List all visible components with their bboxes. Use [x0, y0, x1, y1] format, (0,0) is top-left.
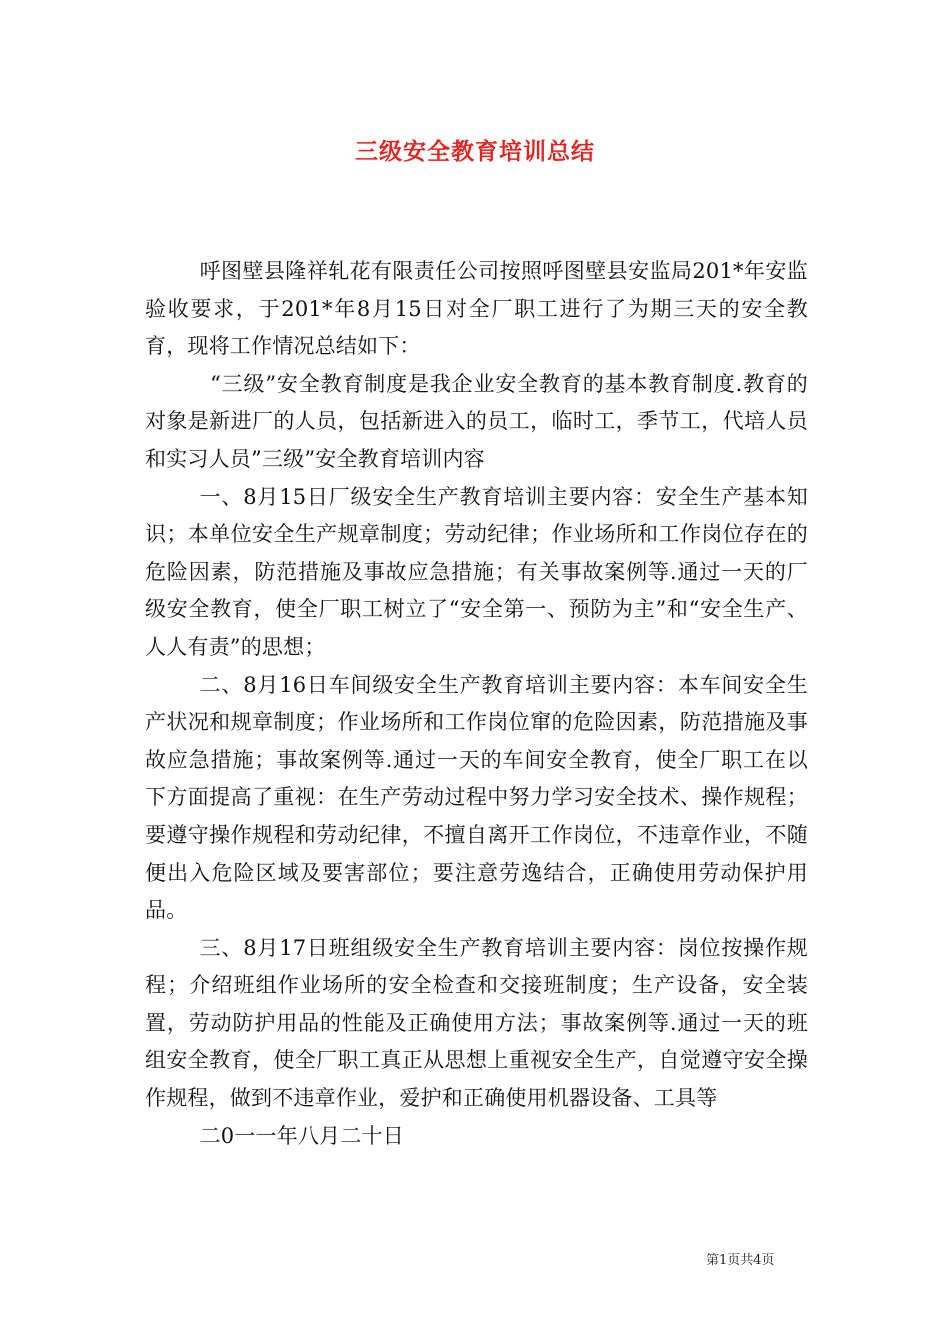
paragraph-workshop-level: 二、8月16日车间级安全生产教育培训主要内容：本车间安全生产状况和规章制度；作业场所和工作岗位窜的危险因素，防范措施及事故应急措施；事故案例等.通过一天的车间安全教育，使全厂职工在以下方面提高了重视：在生产劳动过程中努力学习安全技术、操作规程；要遵守操作规程和劳动纪律，不擅自离开工作岗位，不违章作业，不随便出入危险区域及要害部位；要注意劳逸结合，正确使用劳动保护用品。 [145, 672, 808, 923]
paragraph-three-level-system: “三级”安全教育制度是我企业安全教育的基本教育制度.教育的对象是新进厂的人员，包括新进入的员工，临时工，季节工，代培人员和实习人员”三级”安全教育培训内容 [145, 371, 808, 471]
paragraph-intro: 呼图壁县隆祥轧花有限责任公司按照呼图壁县安监局201*年安监验收要求，于201*年8月15日对全厂职工进行了为期三天的安全教育，现将工作情况总结如下： [145, 259, 808, 359]
paragraph-team-level: 三、8月17日班组级安全生产教育培训主要内容：岗位按操作规程；介绍班组作业场所的安全检查和交接班制度；生产设备，安全装置，劳动防护用品的性能及正确使用方法；事故案例等.通过一天的班组安全教育，使全厂职工真正从思想上重视安全生产，自觉遵守安全操作规程，做到不违章作业，爱护和正确使用机器设备、工具等 [145, 935, 808, 1111]
document-title: 三级安全教育培训总结 [355, 138, 595, 165]
page-number-footer: 第1页共4页 [706, 1253, 775, 1268]
document-date: 二0一一年八月二十日 [199, 1123, 404, 1148]
document-body [145, 253, 808, 1155]
paragraph-factory-level: 一、8月15日厂级安全生产教育培训主要内容：安全生产基本知识；本单位安全生产规章制度；劳动纪律；作业场所和工作岗位存在的危险因素，防范措施及事故应急措施；有关事故案例等.通过一天的厂级安全教育，使全厂职工树立了“安全第一、预防为主”和“安全生产、人人有责”的思想； [145, 484, 808, 659]
